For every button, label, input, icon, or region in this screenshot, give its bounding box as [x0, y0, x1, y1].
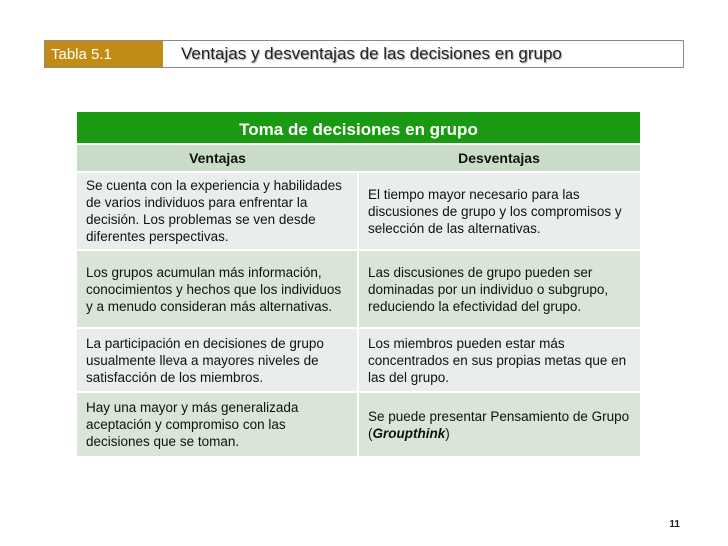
disadvantage-cell: Los miembros pueden estar más concentrados en sus propias metas que en las del grupo.	[358, 328, 640, 392]
disadvantage-text: Se puede presentar Pensamiento de Grupo (	[368, 408, 630, 441]
advantage-cell: Los grupos acumulan más información, conocimientos y hechos que los individuos y a menudo consideran más alternativas.	[77, 250, 358, 328]
groupthink-term: Groupthink	[372, 425, 446, 441]
disadvantage-cell	[358, 392, 640, 456]
table-row	[77, 172, 640, 250]
disadvantage-cell: El tiempo mayor necesario para las discusiones de grupo y los compromisos y selección de las alternativas.	[358, 172, 640, 250]
table-title: Toma de decisiones en grupo	[77, 112, 640, 144]
slide-header	[44, 40, 684, 68]
table-title-row	[77, 112, 640, 144]
column-header-ventajas: Ventajas	[77, 144, 358, 172]
decision-table	[77, 112, 640, 456]
page-number: 11	[669, 519, 680, 530]
slide-title: Ventajas y desventajas de las decisiones en grupo	[181, 44, 562, 63]
table-row	[77, 328, 640, 392]
closing-paren: )	[445, 425, 450, 441]
advantage-cell: Se cuenta con la experiencia y habilidades de varios individuos para enfrentar la decisión. Los problemas se ven desde diferentes perspectivas.	[77, 172, 358, 250]
table-label: Tabla 5.1	[45, 41, 163, 67]
table-row	[77, 250, 640, 328]
disadvantage-cell: Las discusiones de grupo pueden ser dominadas por un individuo o subgrupo, reduciendo la efectividad del grupo.	[358, 250, 640, 328]
column-header-row	[77, 144, 640, 172]
table-row	[77, 392, 640, 456]
column-header-desventajas: Desventajas	[358, 144, 640, 172]
advantage-cell: Hay una mayor y más generalizada aceptación y compromiso con las decisiones que se toman.	[77, 392, 358, 456]
advantage-cell: La participación en decisiones de grupo usualmente lleva a mayores niveles de satisfacción de los miembros.	[77, 328, 358, 392]
